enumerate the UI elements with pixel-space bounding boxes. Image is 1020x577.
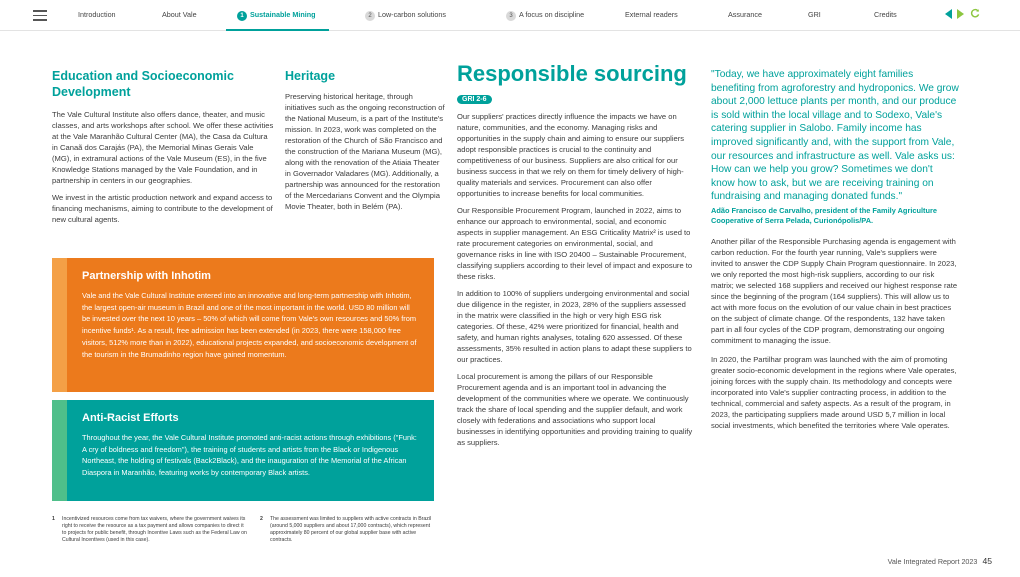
paragraph: In 2020, the Partilhar program was launched with the aim of promoting greater socio-economic development in the regions where Vale operates, joining forces with the supply chain. Its methodology and concepts were incorporated into Vale's supplier contracting process, in addition to the technical, commercial and safety aspects. As a result of the program, in 2023, the participating suppliers made around USD 5,7 million in local social investments, which benefited the territories where Vale operates. bbox=[711, 354, 957, 430]
nav-sustainable-mining[interactable] bbox=[237, 10, 316, 21]
section-heading: Education and Socioeconomic Development bbox=[52, 69, 234, 99]
anti-racist-efforts-box bbox=[52, 400, 434, 501]
refresh-icon[interactable] bbox=[970, 8, 980, 18]
nav-gri[interactable] bbox=[808, 10, 821, 19]
nav-focus-on-discipline[interactable] bbox=[506, 10, 584, 21]
nav-about-vale[interactable] bbox=[162, 10, 197, 19]
gri-badge: GRI 2-6 bbox=[457, 95, 492, 104]
next-page-icon[interactable] bbox=[957, 9, 964, 19]
footnote-number: 1 bbox=[52, 516, 55, 522]
report-name: Vale Integrated Report 2023 bbox=[887, 557, 978, 566]
section-heading: Heritage bbox=[285, 69, 336, 83]
active-tab-underline bbox=[226, 29, 329, 31]
box-accent-bar bbox=[52, 258, 67, 392]
quote-and-cdp-section bbox=[711, 68, 959, 431]
paragraph: Another pillar of the Responsible Purchasing agenda is engagement with carbon reduction. For the fourth year running, Vale's suppliers were invited to answer the CDP Supply Chain Program questionnaire. In 2023, we only reported the most high-risk suppliers, according to our risk matrix; we selected 168 suppliers and received our highest response rate since the beginning of the program (164 suppliers). This will allow us to act with more focus on the evolution of our value chain in best practices on the subject of climate change. Of the respondents, 132 have taken part in all four cycles of the CDP program, demonstrating our ongoing commitment to managing the issue. bbox=[711, 236, 958, 345]
paragraph: Our suppliers' practices directly influence the impacts we have on nature, communities, and the economy. Managing risks and opportunities in the supply chain and aiming to ensure our suppliers adopt responsible practices is crucial to the continuity and competitiveness of our business. Suppliers are also critical for our business success in that we rely on them for timely delivery of high-quality materials and services. Procurement can also offer opportunities to increase benefits for local communities. bbox=[457, 112, 685, 198]
nav-number-badge: 1 bbox=[237, 11, 247, 21]
footnote bbox=[260, 516, 432, 544]
box-accent-bar bbox=[52, 400, 67, 501]
paragraph: Preserving historical heritage, through initiatives such as the ongoing reconstruction of the National Museum, is a part of the Institute's mission. In 2023, work was completed on the restoration of the Church of São Francisco and the construction of the Mariana Museum (MG), along with the renovation of the Atiaia Theater in Governador Valadares (MG). Additionally, a partnership was announced for the restoration of the Mercedarians Convent and the Olympia Movie Theater, both in Belém (PA). bbox=[285, 92, 445, 211]
partnership-inhotim-box bbox=[52, 258, 434, 392]
responsible-sourcing-section bbox=[457, 60, 693, 448]
box-text: Vale and the Vale Cultural Institute entered into an innovative and long-term partnership with Inhotim, the largest open-air museum in Brazil and one of the most important in the world. USD 80 million will be invested over the next 10 years – 50% of which will come from Vale's own resources and 50% from incentive funds¹. As a result, free admission has been extended (in 2023, there were 158,000 free visitors, 512% more than in 2022), educational projects expanded, and socioeconomic development of the tourism in the Brumadinho region have gained momentum. bbox=[82, 291, 417, 359]
hamburger-menu-icon[interactable] bbox=[33, 10, 47, 21]
page-number: 45 bbox=[982, 556, 992, 566]
nav-label: Credits bbox=[874, 10, 897, 19]
box-title: Anti-Racist Efforts bbox=[82, 412, 179, 424]
testimonial-quote: "Today, we have approximately eight families benefiting from agroforestry and hydroponics. We grow about 2,000 lettuce plants per month, and our produce is sold within the local village and to Sodexo, Vale's catering supplier in Salobo. Family income has improved significantly and, with the support from Vale, our resources and infrastructure as well. Vale asks us: How can we help you grow? Sometimes we don't know how to ask, but we are receiving training on fundraising and managing donated funds." bbox=[711, 69, 959, 203]
paragraph: In addition to 100% of suppliers undergoing environmental and social due diligence in the register, in 2023, 28% of the suppliers assessed in the matrix were classified in the high or very high ESG risk categories. Of these, 42% were prioritized for financial, health and safety, and human rights analyses, totaling 620 assessed. Of these assessments, 35% resulted in action plans to adapt these suppliers to our practices. bbox=[457, 289, 692, 364]
footnote bbox=[52, 516, 247, 544]
paragraph: Our Responsible Procurement Program, launched in 2022, aims to enhance our approach to environmental, social, and economic aspects in supplier management. An ESG Criticality Matrix² is used to rate procurement categories on environmental, social, and governance risks in line with ISO 20400 – Sustainable Procurement, classifying suppliers according to their level of impact and exposure to these risks. bbox=[457, 206, 693, 281]
top-navigation bbox=[0, 0, 1020, 31]
paragraph: The Vale Cultural Institute also offers dance, theater, and music classes, and arts workshops after school. We offer these activities at the Vale Maranhão Cultural Center (MA), the Casa da Cultura in Canaã dos Carajás (PA), the Memorial Minas Gerais Vale (MG), in extramural actions of the Vale Museum (ES), in the five Knowledge Stations managed by the Vale Foundation, and in partnership in centers in our geographies. bbox=[52, 110, 274, 185]
nav-number-badge: 3 bbox=[506, 11, 516, 21]
education-section bbox=[52, 68, 274, 225]
footnote-text: The assessment was limited to suppliers with active contracts in Brazil (around 5,000 suppliers and about 17,000 contracts), which represent approximately 80 percent of our global supplier base with active contracts. bbox=[270, 516, 432, 543]
nav-number-badge: 2 bbox=[365, 11, 375, 21]
box-title: Partnership with Inhotim bbox=[82, 270, 211, 282]
nav-label: About Vale bbox=[162, 10, 197, 19]
nav-label: A focus on discipline bbox=[519, 10, 585, 19]
footnote-number: 2 bbox=[260, 516, 263, 522]
paragraph: We invest in the artistic production network and expand access to financing mechanisms, aiming to contribute to the development of new cultural agents. bbox=[52, 193, 273, 224]
nav-label: Assurance bbox=[728, 10, 762, 19]
nav-label: Introduction bbox=[78, 10, 116, 19]
box-text: Throughout the year, the Vale Cultural Institute promoted anti-racist actions through exhibitions ("Funk: A cry of boldness and freedom"), the training of students and artists from the Black or Indigenous Northeast, the holding of festivals (Back2Black), and the inauguration of the Memorial of the African Diaspora in Maranhão, featuring works by contemporary Black artists. bbox=[82, 433, 417, 478]
page-title: Responsible sourcing bbox=[457, 61, 687, 86]
previous-page-icon[interactable] bbox=[945, 9, 952, 19]
nav-label: GRI bbox=[808, 10, 821, 19]
page-footer bbox=[888, 556, 992, 566]
nav-assurance[interactable] bbox=[728, 10, 762, 19]
nav-low-carbon-solutions[interactable] bbox=[365, 10, 446, 21]
nav-introduction[interactable] bbox=[78, 10, 116, 19]
nav-label: Sustainable Mining bbox=[250, 10, 316, 19]
nav-label: Low-carbon solutions bbox=[378, 10, 446, 19]
nav-external-readers[interactable] bbox=[625, 10, 678, 19]
heritage-section bbox=[285, 68, 445, 212]
paragraph: Local procurement is among the pillars of our Responsible Procurement agenda and is an important tool in advancing the development of the communities where we operate. We continuously track the share of local spending and the supplier default, and work closely with federations and associations who support local businesses in identifying opportunities and providing training to qualify as suppliers. bbox=[457, 372, 693, 447]
nav-label: External readers bbox=[625, 10, 678, 19]
nav-credits[interactable] bbox=[874, 10, 897, 19]
footnote-text: Incentivized resources come from tax waivers, where the government waives its right to receive the resource as a tax payment and allows companies to direct it to projects for public benefit, through Incentive Laws such as the Federal Law on Cultural Incentives (used in this case). bbox=[62, 516, 247, 543]
quote-author: Adão Francisco de Carvalho, president of the Family Agriculture Cooperative of Serra Pelada, Curionópolis/PA. bbox=[711, 205, 938, 225]
